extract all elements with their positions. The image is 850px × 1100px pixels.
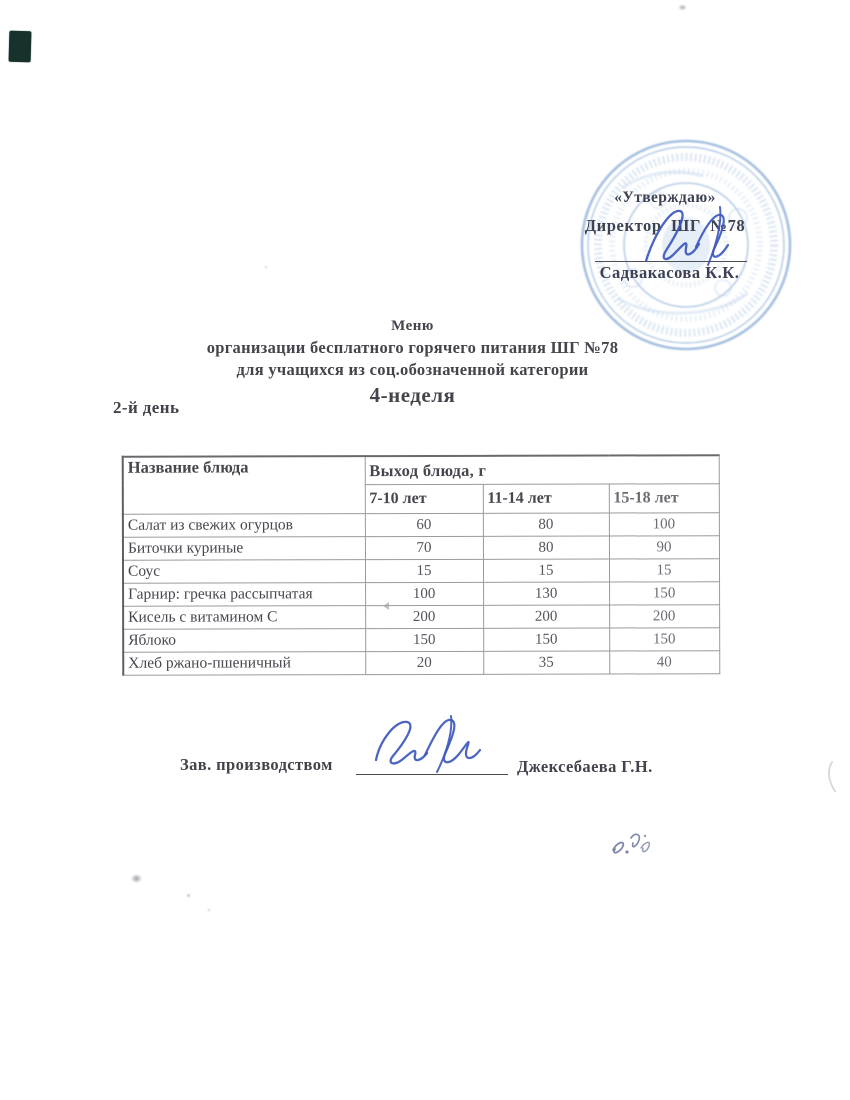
table-row xyxy=(123,605,719,630)
dish-value: 20 xyxy=(365,651,483,674)
dish-name: Хлеб ржано-пшеничный xyxy=(123,652,365,676)
dish-value: 15 xyxy=(483,559,609,582)
dish-name: Яблоко xyxy=(123,629,365,653)
dish-value: 150 xyxy=(609,628,719,651)
table-row xyxy=(123,628,719,653)
scan-corner-artifact xyxy=(9,31,32,63)
dish-value: 40 xyxy=(609,651,719,674)
menu-table-body xyxy=(123,455,720,675)
dish-value: 80 xyxy=(483,513,609,536)
dish-value: 150 xyxy=(483,628,609,651)
scan-speck xyxy=(820,760,840,794)
dish-value: 130 xyxy=(483,582,609,605)
dish-value: 70 xyxy=(365,536,483,559)
scan-speck xyxy=(678,4,687,11)
dish-value: 150 xyxy=(365,628,483,651)
dish-value: 15 xyxy=(609,559,719,582)
dish-value: 100 xyxy=(365,582,483,605)
title-week: 4-неделя xyxy=(369,383,456,407)
dish-value: 200 xyxy=(483,605,609,628)
table-row xyxy=(123,582,719,607)
title-organization: организации бесплатного горячего питания ШГ №78 xyxy=(206,338,619,357)
dish-value: 60 xyxy=(365,513,483,536)
age-group-header: 11-14 лет xyxy=(483,484,609,513)
director-signature-ink xyxy=(634,203,749,275)
column-header-dish: Название блюда xyxy=(123,456,365,514)
column-header-output: Выход блюда, г xyxy=(365,455,719,484)
table-header-row xyxy=(123,455,719,485)
dish-value: 200 xyxy=(609,605,719,628)
dish-name: Гарнир: гречка рассыпчатая xyxy=(123,583,365,607)
scan-speck xyxy=(131,874,142,883)
scan-speck xyxy=(207,908,211,912)
dish-value: 200 xyxy=(365,605,483,628)
table-row xyxy=(123,536,719,561)
title-menu: Меню xyxy=(391,318,434,334)
approval-word: «Утверждаю» xyxy=(614,189,716,206)
dish-name: Салат из свежих огурцов xyxy=(123,514,365,538)
footer-role-label: Зав. производством xyxy=(180,755,333,774)
dish-name: Кисель с витамином С xyxy=(123,606,365,630)
ink-smudge xyxy=(605,828,665,862)
dish-name: Биточки куриные xyxy=(123,537,365,561)
age-group-header: 7-10 лет xyxy=(365,484,483,513)
table-row xyxy=(123,651,719,676)
approval-director-name: Садвакасова К.К. xyxy=(599,263,740,282)
dish-name: Соус xyxy=(123,560,365,584)
dish-value: 90 xyxy=(609,536,719,559)
dish-value: 80 xyxy=(483,536,609,559)
scan-speck xyxy=(186,893,191,898)
approval-director-line: Директор ШГ №78 xyxy=(584,216,746,235)
menu-table xyxy=(122,454,720,676)
document-title-block xyxy=(60,316,765,409)
dish-value: 100 xyxy=(609,513,719,536)
day-label: 2-й день xyxy=(113,398,180,417)
dish-value: 15 xyxy=(365,559,483,582)
table-row xyxy=(123,559,719,584)
age-group-header: 15-18 лет xyxy=(609,484,719,513)
footer-person-name: Джексебаева Г.Н. xyxy=(517,757,653,776)
title-category: для учащихся из соц.обозначенной категории xyxy=(236,360,589,379)
dish-value: 150 xyxy=(609,582,719,605)
footer-signature-ink xyxy=(366,708,496,780)
table-row xyxy=(123,513,719,538)
scan-speck xyxy=(264,265,268,269)
dish-value: 35 xyxy=(483,651,609,674)
